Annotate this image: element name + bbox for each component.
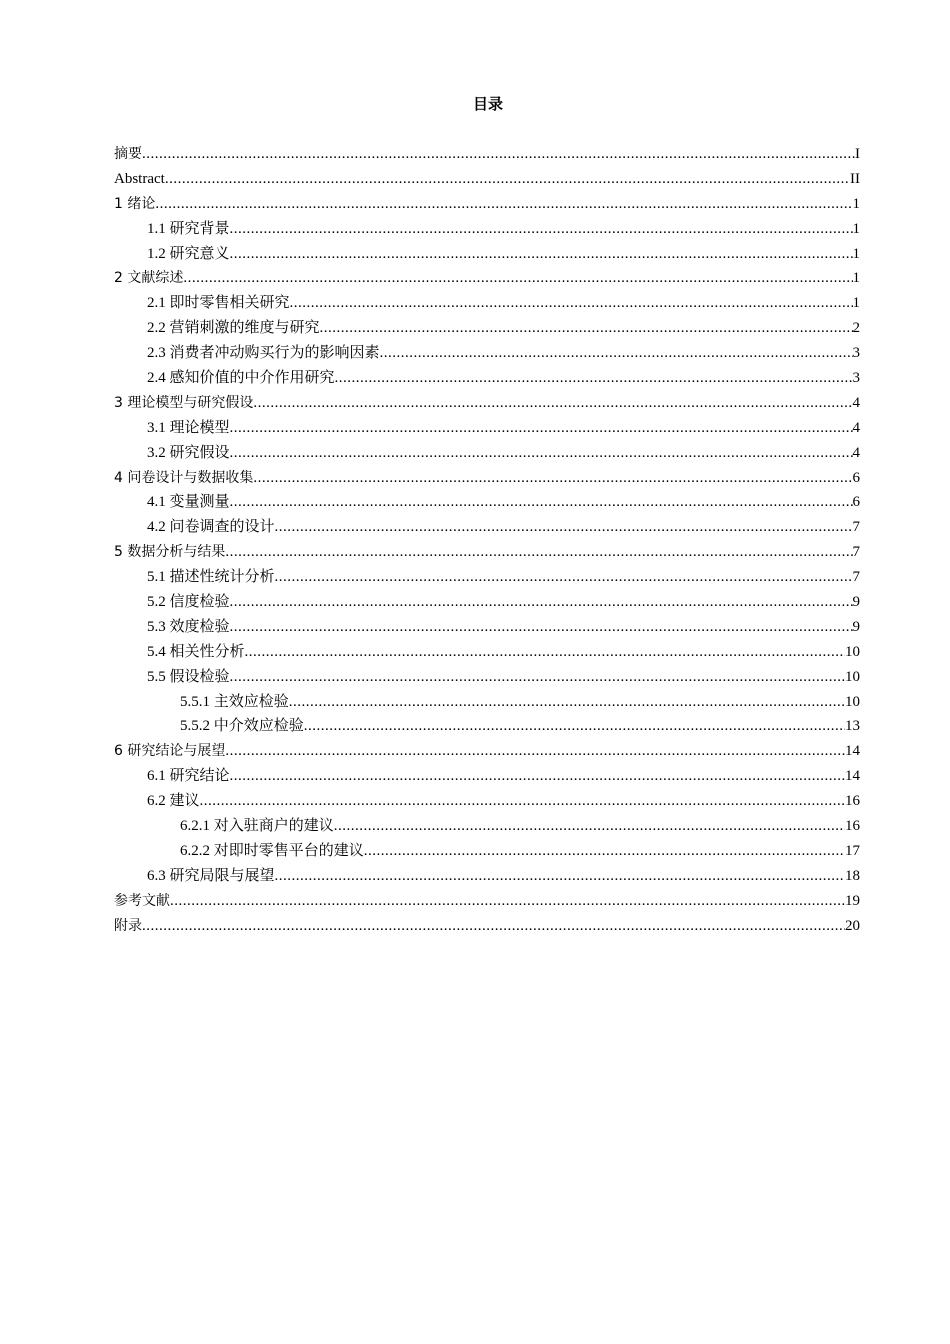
toc-entry-label: 6.2 建议 [147,793,200,810]
toc-entry-page-number: 14 [845,743,860,760]
toc-entry[interactable] [114,789,860,814]
toc-entry-label: 6.3 研究局限与展望 [147,867,275,884]
toc-entry-page-number: 1 [852,245,860,262]
dot-leader [230,615,853,640]
toc-entry-page-number: 19 [845,892,860,909]
toc-entry-label: 附录 [114,917,142,934]
toc-entry-page-number: 7 [852,544,860,561]
toc-entry[interactable] [114,316,860,341]
toc-entry-label: 2.3 消费者冲动购买行为的影响因素 [147,345,380,362]
toc-entry-page-number: 18 [845,867,860,884]
dot-leader [142,142,855,167]
toc-entry[interactable] [114,615,860,640]
dot-leader [230,764,845,789]
toc-entry-page-number: 14 [845,768,860,785]
toc-entry[interactable] [114,291,860,316]
toc-entry-label: 6.2.1 对入驻商户的建议 [180,818,334,835]
toc-entry-page-number: 10 [845,643,860,660]
toc-entry[interactable] [114,764,860,789]
toc-entry-label: 5.4 相关性分析 [147,643,245,660]
toc-entry-label: Abstract [114,170,165,187]
toc-entry-page-number: 13 [845,718,860,735]
dot-leader [253,466,852,491]
toc-entry-label: 2.2 营销刺激的维度与研究 [147,320,320,337]
toc-entry-label: 5.2 信度检验 [147,594,230,611]
toc-entry[interactable] [114,217,860,242]
toc-entry-page-number: 4 [852,394,860,411]
toc-entry[interactable] [114,739,860,764]
toc-entry-page-number: 3 [852,345,860,362]
toc-entry[interactable] [114,142,860,167]
toc-entry-label: 5.5.1 主效应检验 [180,693,289,710]
table-of-contents [114,142,860,939]
toc-entry-label: 2.1 即时零售相关研究 [147,295,290,312]
toc-entry-label: 2 文献综述 [114,270,184,287]
toc-entry[interactable] [114,416,860,441]
dot-leader [230,665,845,690]
dot-leader [225,540,852,565]
toc-entry[interactable] [114,391,860,416]
toc-entry[interactable] [114,266,860,291]
dot-leader [334,814,845,839]
dot-leader [200,789,845,814]
toc-entry-label: 6 研究结论与展望 [114,743,226,760]
toc-entry-page-number: 1 [852,270,860,287]
dot-leader [304,714,845,739]
toc-entry-page-number: 10 [845,693,860,710]
toc-entry[interactable] [114,366,860,391]
toc-entry[interactable] [114,192,860,217]
dot-leader [320,316,853,341]
dot-leader [183,266,852,291]
dot-leader [275,864,845,889]
toc-entry-page-number: 16 [845,793,860,810]
toc-entry-label: 4 问卷设计与数据收集 [114,469,254,486]
toc-entry-label: 3.1 理论模型 [147,419,230,436]
toc-entry[interactable] [114,341,860,366]
page-title: 目录 [472,95,503,113]
toc-entry-label: 1 绪论 [114,195,156,212]
dot-leader [225,739,845,764]
toc-entry[interactable] [114,167,860,192]
toc-entry[interactable] [114,540,860,565]
toc-entry-page-number: II [850,170,860,187]
toc-entry[interactable] [114,714,860,739]
dot-leader [230,441,853,466]
toc-entry-label: 5.3 效度检验 [147,618,230,635]
toc-entry-page-number: 7 [852,569,860,586]
toc-entry-page-number: 16 [845,818,860,835]
toc-entry-label: 4.2 问卷调查的设计 [147,519,275,536]
toc-entry[interactable] [114,690,860,715]
toc-entry[interactable] [114,515,860,540]
toc-entry-page-number: 4 [852,444,860,461]
toc-entry-page-number: 4 [852,419,860,436]
toc-entry[interactable] [114,839,860,864]
toc-entry-label: 5.5.2 中介效应检验 [180,718,304,735]
toc-entry-label: 3.2 研究假设 [147,444,230,461]
dot-leader [275,565,853,590]
dot-leader [335,366,853,391]
toc-entry-label: 1.2 研究意义 [147,245,230,262]
dot-leader [253,391,852,416]
toc-entry-page-number: 9 [852,618,860,635]
toc-entry-page-number: 9 [852,594,860,611]
dot-leader [380,341,853,366]
dot-leader [275,515,853,540]
toc-entry-label: 6.2.2 对即时零售平台的建议 [180,842,364,859]
toc-entry-label: 摘要 [114,146,142,162]
toc-entry[interactable] [114,242,860,267]
dot-leader [364,839,845,864]
toc-entry-label: 2.4 感知价值的中介作用研究 [147,370,335,387]
toc-entry[interactable] [114,889,860,914]
toc-entry[interactable] [114,665,860,690]
toc-entry[interactable] [114,590,860,615]
toc-entry-page-number: 1 [852,195,860,212]
toc-entry-label: 5.5 假设检验 [147,668,230,685]
dot-leader [230,590,853,615]
dot-leader [230,217,853,242]
toc-entry-label: 1.1 研究背景 [147,220,230,237]
dot-leader [245,640,845,665]
toc-entry[interactable] [114,466,860,491]
toc-entry[interactable] [114,814,860,839]
toc-entry[interactable] [114,864,860,889]
toc-entry-page-number: 20 [845,917,860,934]
toc-entry-label: 5 数据分析与结果 [114,544,226,561]
dot-leader [230,416,853,441]
toc-entry[interactable] [114,490,860,515]
dot-leader [290,291,853,316]
dot-leader [142,914,845,939]
toc-entry-label: 3 理论模型与研究假设 [114,394,254,411]
toc-entry-page-number: 17 [845,842,860,859]
dot-leader [289,690,845,715]
toc-entry-page-number: 2 [852,320,860,337]
toc-entry-label: 4.1 变量测量 [147,494,230,511]
toc-entry-page-number: 1 [852,220,860,237]
toc-entry-label: 6.1 研究结论 [147,768,230,785]
toc-entry[interactable] [114,441,860,466]
dot-leader [155,192,852,217]
toc-entry-page-number: 10 [845,668,860,685]
toc-entry-page-number: 6 [852,469,860,486]
toc-entry[interactable] [114,565,860,590]
dot-leader [230,242,853,267]
toc-entry-page-number: 6 [852,494,860,511]
toc-entry-page-number: 1 [852,295,860,312]
toc-entry-page-number: I [855,146,860,162]
dot-leader [170,889,845,914]
toc-entry[interactable] [114,914,860,939]
toc-entry-label: 参考文献 [114,892,170,909]
toc-entry-page-number: 3 [852,370,860,387]
dot-leader [230,490,853,515]
dot-leader [165,167,850,192]
toc-entry-page-number: 7 [852,519,860,536]
toc-entry-label: 5.1 描述性统计分析 [147,569,275,586]
toc-entry[interactable] [114,640,860,665]
